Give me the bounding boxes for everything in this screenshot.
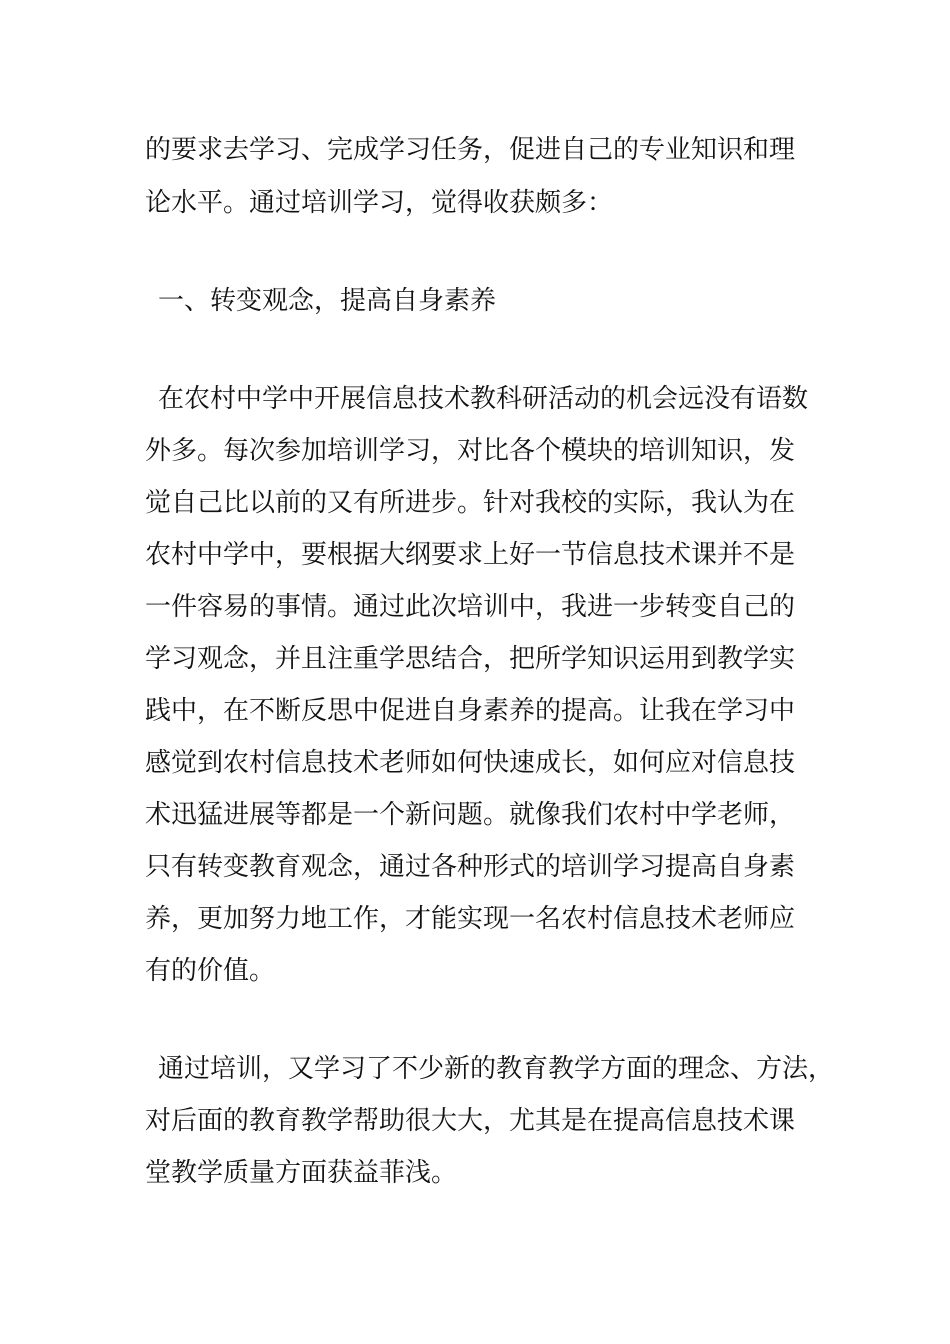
text-line: 在农村中学中开展信息技术教科研活动的机会远没有语数	[158, 384, 809, 414]
text-line: 践中，在不断反思中促进自身素养的提高。让我在学习中	[145, 696, 796, 726]
text-line: 术迅猛进展等都是一个新问题。就像我们农村中学老师，	[145, 800, 796, 830]
text-line: 学习观念，并且注重学思结合，把所学知识运用到教学实	[145, 644, 796, 674]
text-line: 感觉到农村信息技术老师如何快速成长，如何应对信息技	[145, 748, 796, 778]
text-line: 的要求去学习、完成学习任务，促进自己的专业知识和理	[145, 135, 796, 165]
text-line: 堂教学质量方面获益菲浅。	[145, 1158, 458, 1188]
text-line: 养，更加努力地工作，才能实现一名农村信息技术老师应	[145, 904, 796, 934]
text-line: 觉自己比以前的又有所进步。针对我校的实际，我认为在	[145, 488, 796, 518]
text-line: 论水平。通过培训学习，觉得收获颇多：	[145, 188, 614, 218]
text-line: 对后面的教育教学帮助很大大，尤其是在提高信息技术课	[145, 1106, 796, 1136]
text-line: 农村中学中，要根据大纲要求上好一节信息技术课并不是	[145, 540, 796, 570]
section-heading: 一、转变观念，提高自身素养	[158, 286, 497, 316]
text-line: 有的价值。	[145, 956, 276, 986]
text-line: 一件容易的事情。通过此次培训中，我进一步转变自己的	[145, 592, 796, 622]
text-line: 通过培训，又学习了不少新的教育教学方面的理念、方法，	[158, 1054, 835, 1084]
text-line: 只有转变教育观念，通过各种形式的培训学习提高自身素	[145, 852, 796, 882]
text-line: 外多。每次参加培训学习，对比各个模块的培训知识，发	[145, 436, 796, 466]
